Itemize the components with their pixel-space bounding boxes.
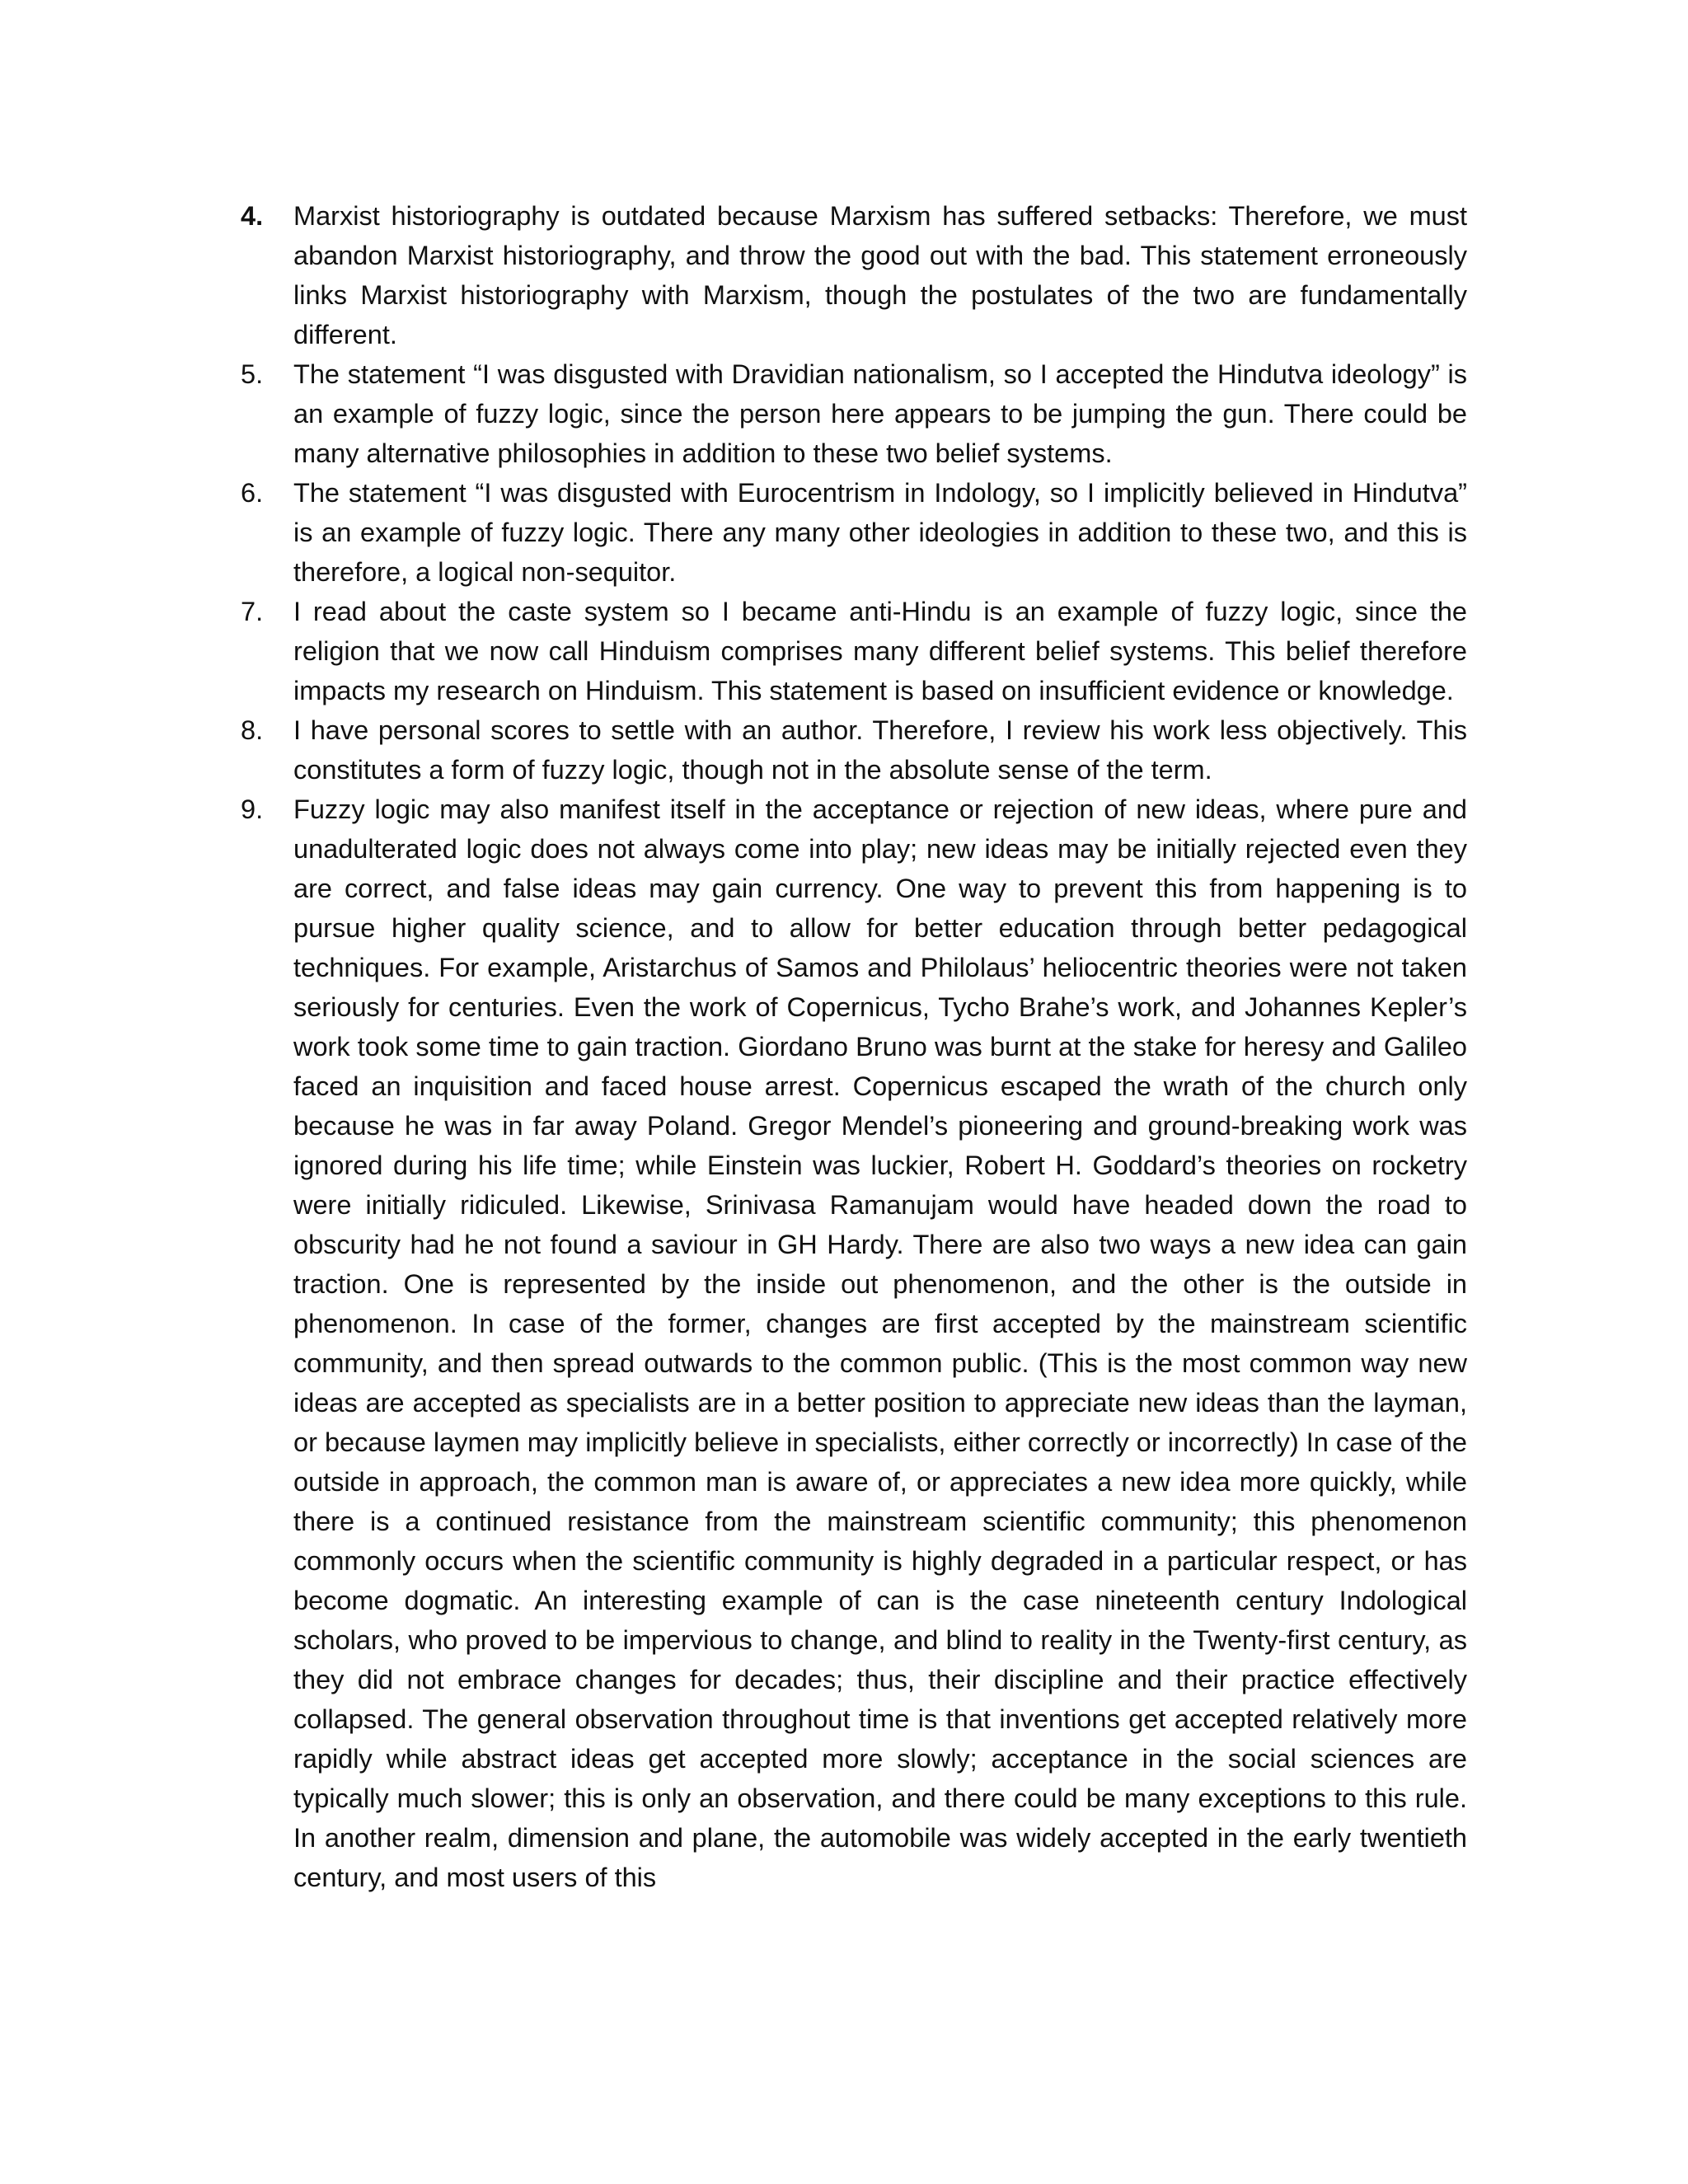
list-number: 9.	[241, 794, 264, 824]
list-number: 8.	[241, 715, 264, 745]
list-number: 5.	[241, 359, 264, 389]
list-item-text: The statement “I was disgusted with Dravidian nationalism, so I accepted the Hindutva ideology” is an example of fuzzy logic, since the person here appears to be jumping the gun. There could be many alternative philosophies in addition to these two belief systems.	[293, 359, 1467, 468]
list-item-7	[241, 592, 1467, 710]
list-item-6	[241, 473, 1467, 592]
list-number: 6.	[241, 478, 264, 508]
list-item-9	[241, 790, 1467, 1897]
list-item-5	[241, 354, 1467, 473]
list-item-4	[241, 196, 1467, 354]
list-item-8	[241, 710, 1467, 790]
list-item-text: The statement “I was disgusted with Eurocentrism in Indology, so I implicitly believed in Hindutva” is an example of fuzzy logic. There any many other ideologies in addition to these two, and this is therefore, a logical non-sequitor.	[293, 478, 1467, 587]
list-number: 4.	[241, 201, 264, 231]
list-item-text: Marxist historiography is outdated because Marxism has suffered setbacks: Therefore, we must abandon Marxist historiography, and throw the good out with the bad. This statement erroneously links Marxist historiography with Marxism, though the postulates of the two are fundamentally different.	[293, 201, 1467, 349]
numbered-list	[241, 196, 1467, 1897]
list-item-text: I read about the caste system so I became anti-Hindu is an example of fuzzy logic, since the religion that we now call Hinduism comprises many different belief systems. This belief therefore impacts my research on Hinduism. This statement is based on insufficient evidence or knowledge.	[293, 597, 1467, 705]
list-item-text: Fuzzy logic may also manifest itself in the acceptance or rejection of new ideas, where pure and unadulterated logic does not always come into play; new ideas may be initially rejected even they are correct, and false ideas may gain currency. One way to prevent this from happening is to pursue higher quality science, and to allow for better education through better pedagogical techniques. For example, Aristarchus of Samos and Philolaus’ heliocentric theories were not taken seriously for centuries. Even the work of Copernicus, Tycho Brahe’s work, and Johannes Kepler’s work took some time to gain traction. Giordano Bruno was burnt at the stake for heresy and Galileo faced an inquisition and faced house arrest. Copernicus escaped the wrath of the church only because he was in far away Poland. Gregor Mendel’s pioneering and ground-breaking work was ignored during his life time; while Einstein was luckier, Robert H. Goddard’s theories on rocketry were initially ridiculed. Likewise, Srinivasa Ramanujam would have headed down the road to obscurity had he not found a saviour in GH Hardy. There are also two ways a new idea can gain traction. One is represented by the inside out phenomenon, and the other is the outside in phenomenon. In case of the former, changes are first accepted by the mainstream scientific community, and then spread outwards to the common public. (This is the most common way new ideas are accepted as specialists are in a better position to appreciate new ideas than the layman, or because laymen may implicitly believe in specialists, either correctly or incorrectly) In case of the outside in approach, the common man is aware of, or appreciates a new idea more quickly, while there is a continued resistance from the mainstream scientific community; this phenomenon commonly occurs when the scientific community is highly degraded in a particular respect, or has become dogmatic. An interesting example of can is the case nineteenth century Indological scholars, who proved to be impervious to change, and blind to reality in the Twenty-first century, as they did not embrace changes for decades; thus, their discipline and their practice effectively collapsed. The general observation throughout time is that inventions get accepted relatively more rapidly while abstract ideas get accepted more slowly; acceptance in the social sciences are typically much slower; this is only an observation, and there could be many exceptions to this rule. In another realm, dimension and plane, the automobile was widely accepted in the early twentieth century, and most users of this	[293, 794, 1467, 1892]
list-item-text: I have personal scores to settle with an author. Therefore, I review his work less objectively. This constitutes a form of fuzzy logic, though not in the absolute sense of the term.	[293, 715, 1467, 785]
list-number: 7.	[241, 597, 264, 626]
